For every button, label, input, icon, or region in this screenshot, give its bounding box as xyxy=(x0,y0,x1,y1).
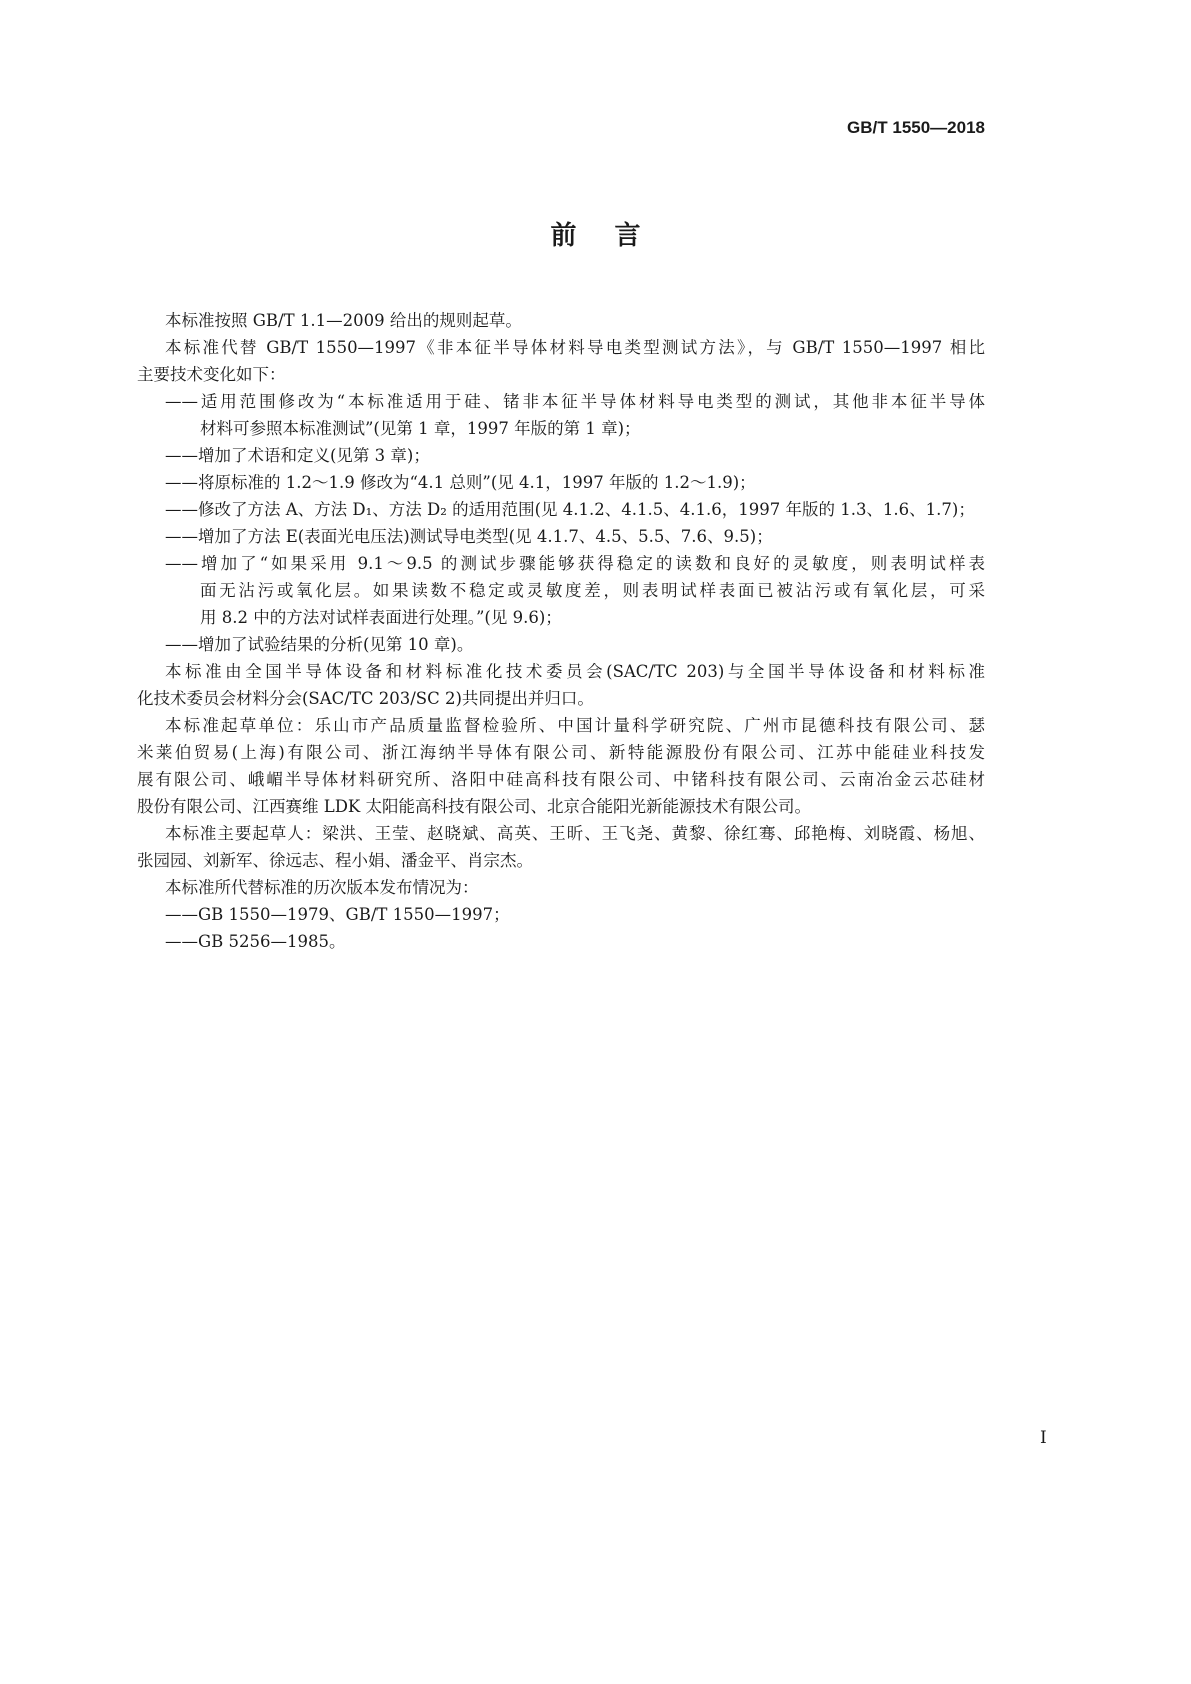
page-title: 前言 xyxy=(550,221,679,251)
paragraph-line: 本标准主要起草人：梁洪、王莹、赵晓斌、高英、王昕、王飞尧、黄黎、徐红骞、邱艳梅、刘晓霞、杨旭、 xyxy=(165,824,985,843)
paragraph-line: 本标准由全国半导体设备和材料标准化技术委员会(SAC/TC 203)与全国半导体设备和材料标准 xyxy=(165,662,985,681)
list-item-line: ——GB 1550—1979、GB/T 1550—1997； xyxy=(165,905,510,924)
paragraph-line: 本标准起草单位：乐山市产品质量监督检验所、中国计量科学研究院、广州市昆德科技有限公司、瑟 xyxy=(165,716,985,735)
list-item-line: ——增加了“如果采用 9.1～9.5 的测试步骤能够获得稳定的读数和良好的灵敏度，则表明试样表 xyxy=(165,554,985,573)
paragraph-line: 化技术委员会材料分会(SAC/TC 203/SC 2)共同提出并归口。 xyxy=(137,689,594,708)
paragraph-line: 主要技术变化如下： xyxy=(137,365,286,384)
list-item-line: ——GB 5256—1985。 xyxy=(165,932,346,951)
standard-number-header: GB/T 1550—2018 xyxy=(847,118,985,137)
paragraph-line: 本标准代替 GB/T 1550—1997《非本征半导体材料导电类型测试方法》，与 GB/T 1550—1997 相比 xyxy=(165,338,985,357)
list-item-line: 面无沾污或氧化层。如果读数不稳定或灵敏度差，则表明试样表面已被沾污或有氧化层，可采 xyxy=(200,581,985,600)
paragraph-line: 本标准按照 GB/T 1.1—2009 给出的规则起草。 xyxy=(165,311,522,330)
paragraph-line: 张园园、刘新军、徐远志、程小娟、潘金平、肖宗杰。 xyxy=(137,851,533,870)
list-item-line: ——修改了方法 A、方法 D₁、方法 D₂ 的适用范围(见 4.1.2、4.1.5、4.1.6，1997 年版的 1.3、1.6、1.7)； xyxy=(165,500,975,519)
document-body xyxy=(137,307,985,955)
list-item-line: ——将原标准的 1.2～1.9 修改为“4.1 总则”(见 4.1，1997 年版的 1.2～1.9)； xyxy=(165,473,756,492)
page-number: I xyxy=(1040,1428,1047,1448)
paragraph-line: 本标准所代替标准的历次版本发布情况为： xyxy=(165,878,479,897)
list-item-line: ——增加了术语和定义(见第 3 章)； xyxy=(165,446,430,465)
list-item-line: ——适用范围修改为“本标准适用于硅、锗非本征半导体材料导电类型的测试，其他非本征半导体 xyxy=(165,392,985,411)
list-item-line: 材料可参照本标准测试”(见第 1 章，1997 年版的第 1 章)； xyxy=(200,419,641,438)
paragraph-line: 米莱伯贸易(上海)有限公司、浙江海纳半导体有限公司、新特能源股份有限公司、江苏中能硅业科技发 xyxy=(137,743,985,762)
paragraph-line: 股份有限公司、江西赛维 LDK 太阳能高科技有限公司、北京合能阳光新能源技术有限公司。 xyxy=(137,797,812,816)
paragraph-line: 展有限公司、峨嵋半导体材料研究所、洛阳中硅高科技有限公司、中锗科技有限公司、云南冶金云芯硅材 xyxy=(137,770,985,789)
list-item-line: ——增加了试验结果的分析(见第 10 章)。 xyxy=(165,635,474,654)
list-item-line: 用 8.2 中的方法对试样表面进行处理。”(见 9.6)； xyxy=(200,608,562,627)
list-item-line: ——增加了方法 E(表面光电压法)测试导电类型(见 4.1.7、4.5、5.5、7.6、9.5)； xyxy=(165,527,773,546)
